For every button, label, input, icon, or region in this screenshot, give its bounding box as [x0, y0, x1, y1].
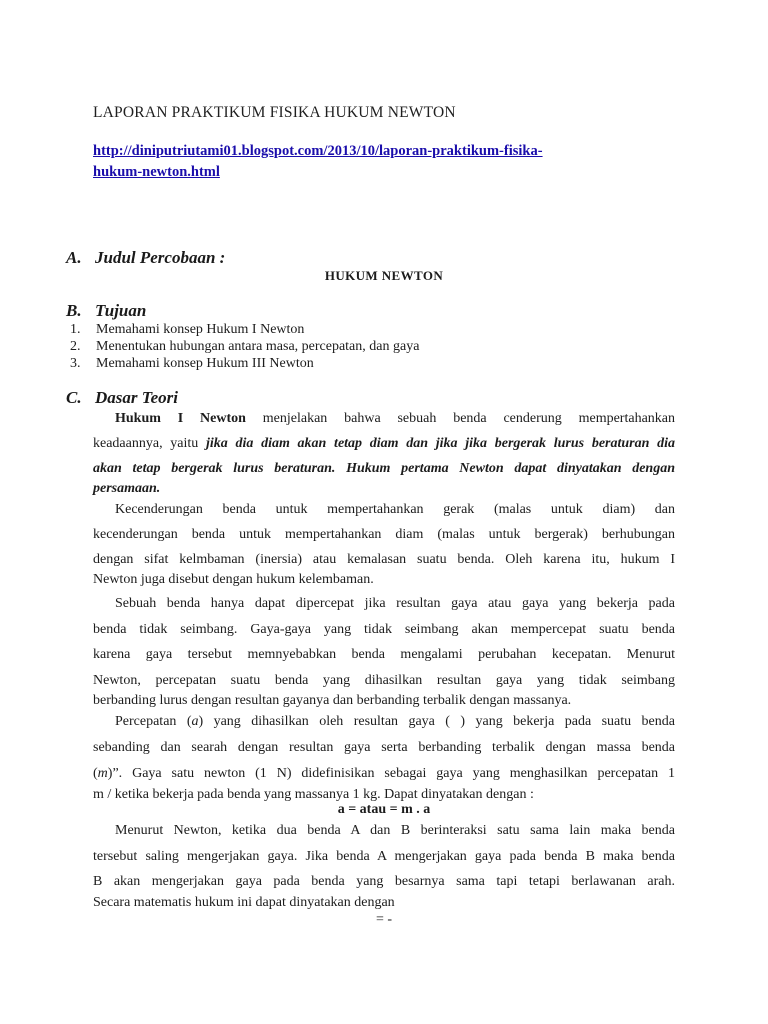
list-item — [70, 338, 419, 355]
paragraph-inertia: Kecenderungan benda untuk mempertahankan gerak (malas untuk diam) dan kecenderungan benda untuk mempertahankan diam (malas untuk bergerak) berhubungan dengan sifat kelmbaman (inersia) atau kemalasan suatu benda. Oleh karena itu, hukum I Newton juga disebut dengan hukum kelembaman. — [93, 502, 675, 587]
document-title: LAPORAN PRAKTIKUM FISIKA HUKUM NEWTON — [93, 104, 456, 121]
paragraph-newton-2: Sebuah benda hanya dapat dipercepat jika resultan gaya atau gaya yang bekerja pada benda tidak seimbang. Gaya-gaya yang tidak seimbang akan mempercepat suatu benda karena gaya tersebut memnyebabkan benda mengalami perubahan kecepatan. Menurut Newton, percepatan suatu benda yang dihasilkan resultan gaya yang tidak seimbang berbanding lurus dengan resultan gayanya dan berbanding terbalik dengan massanya. — [93, 596, 675, 708]
formula-newton-3: = - — [375, 912, 393, 927]
formula-newton-2: a = atau = m . a — [337, 802, 431, 817]
list-text: Menentukan hubungan antara masa, percepatan, dan gaya — [96, 339, 420, 354]
section-c-heading — [66, 388, 178, 408]
list-number: 3. — [70, 356, 81, 371]
section-c-title: Dasar Teori — [95, 388, 178, 407]
objectives-list — [70, 321, 419, 372]
experiment-title: HUKUM NEWTON — [324, 268, 444, 283]
emphasis-text: jika dia diam akan tetap diam dan jika jika bergerak lurus beraturan dia — [205, 436, 675, 451]
section-b-heading — [66, 301, 146, 321]
list-item — [70, 321, 419, 338]
source-link-line-2[interactable]: hukum-newton.html — [93, 164, 220, 180]
section-a-title: Judul Percobaan : — [95, 248, 226, 267]
section-b-letter: B. — [66, 301, 82, 320]
list-item — [70, 355, 419, 372]
section-a-letter: A. — [66, 248, 82, 267]
list-number: 1. — [70, 322, 81, 337]
paragraph-newton-1: Hukum I Newton menjelakan bahwa sebuah benda cenderung mempertahankan keadaannya, yaitu jika dia diam akan tetap diam dan jika jika bergerak lurus beraturan dia akan tetap bergerak lurus beraturan. Hukum pertama Newton dapat dinyatakan dengan persamaan. — [93, 411, 675, 496]
paragraph-newton-3: Menurut Newton, ketika dua benda A dan B berinteraksi satu sama lain maka benda tersebut saling mengerjakan gaya. Jika benda A mengerjakan gaya pada benda B maka benda B akan mengerjakan gaya pada benda yang besarnya sama tapi tetapi berlawanan arah. Secara matematis hukum ini dapat dinyatakan dengan — [93, 823, 675, 910]
section-b-title: Tujuan — [95, 301, 147, 320]
list-text: Memahami konsep Hukum I Newton — [96, 322, 305, 337]
list-number: 2. — [70, 339, 81, 354]
source-link[interactable] — [93, 141, 653, 183]
paragraph-acceleration: Percepatan (a) yang dihasilkan oleh resultan gaya ( ) yang bekerja pada suatu benda sebanding dan searah dengan resultan gaya serta berbanding terbalik dengan massa benda (m)”. Gaya satu newton (1 N) didefinisikan sebagai gaya yang menghasilkan percepatan 1 m / ketika bekerja pada benda yang massanya 1 kg. Dapat dinyatakan dengan : — [93, 714, 675, 802]
section-a-heading — [66, 248, 225, 268]
list-text: Memahami konsep Hukum III Newton — [96, 356, 314, 371]
source-link-line-1[interactable]: http://diniputriutami01.blogspot.com/2013/10/laporan-praktikum-fisika- — [93, 143, 543, 159]
bold-term: Hukum I Newton — [115, 411, 246, 426]
section-c-letter: C. — [66, 388, 82, 407]
